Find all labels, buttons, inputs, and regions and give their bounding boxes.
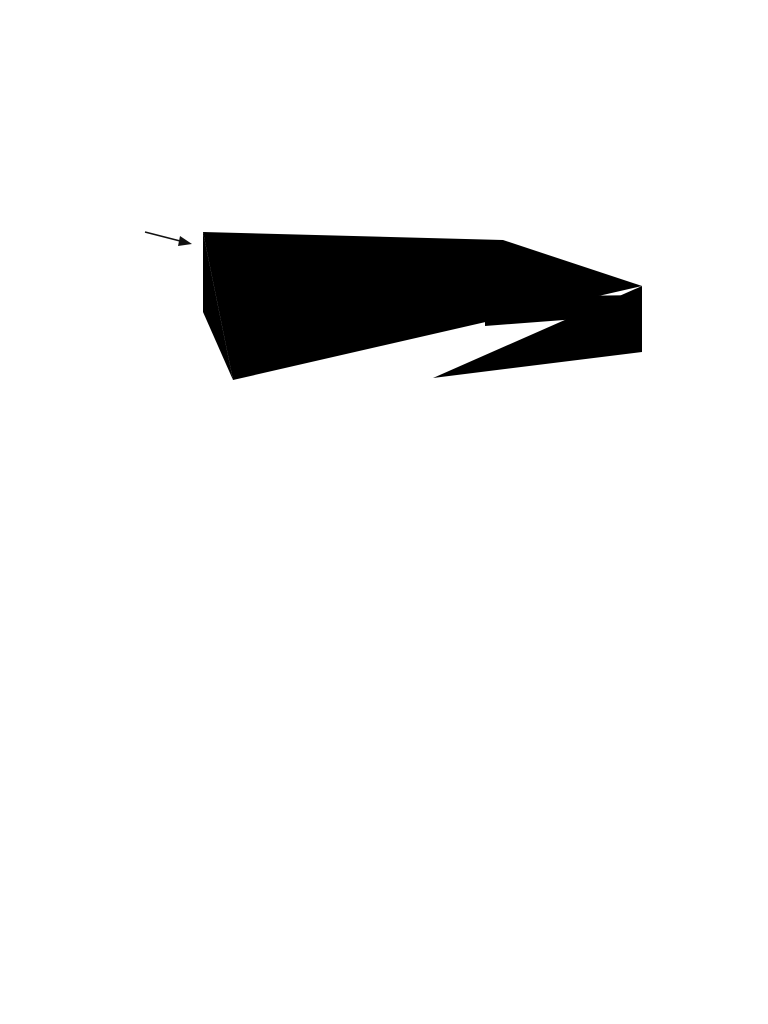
building-figure — [140, 222, 680, 387]
wind-arrow-icon — [145, 232, 192, 246]
